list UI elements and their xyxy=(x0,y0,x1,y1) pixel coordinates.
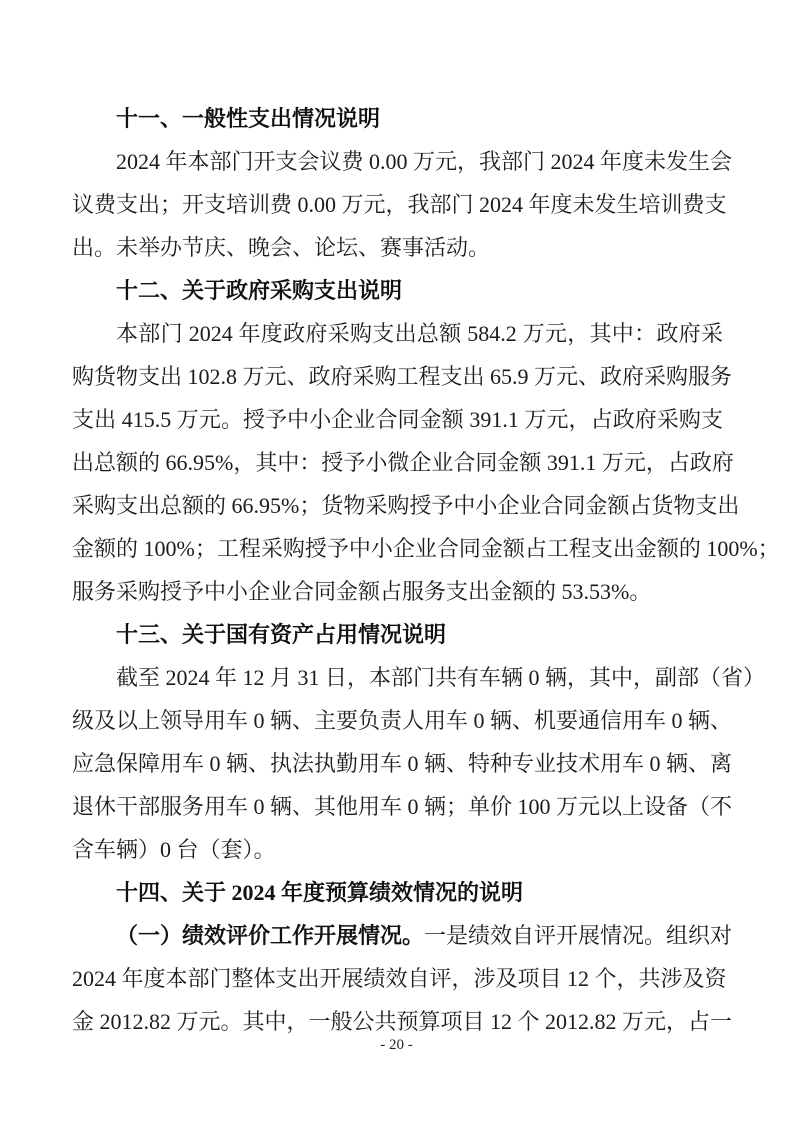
paragraph-line xyxy=(72,914,733,957)
page-number: - 20 - xyxy=(380,1037,413,1053)
section-government-procurement xyxy=(72,269,780,613)
paragraph-line: 金额的 100%；工程采购授予中小企业合同金额占工程支出金额的 100%； xyxy=(72,536,780,561)
paragraph-line: 服务采购授予中小企业合同金额占服务支出金额的 53.53%。 xyxy=(72,579,652,604)
paragraph-line: 支出 415.5 万元。授予中小企业合同金额 391.1 万元，占政府采购支 xyxy=(72,407,723,432)
section-budget-performance xyxy=(72,871,733,1043)
section-general-expenditure xyxy=(72,97,733,269)
paragraph-line: 出。未举办节庆、晚会、论坛、赛事活动。 xyxy=(72,235,491,260)
section-13-heading: 十三、关于国有资产占用情况说明 xyxy=(116,622,447,647)
paragraph-lead-bold: （一）绩效评价工作开展情况。 xyxy=(116,923,425,948)
paragraph-line: 出总额的 66.95%，其中：授予小微企业合同金额 391.1 万元，占政府 xyxy=(72,450,734,475)
paragraph-line: 级及以上领导用车 0 辆、主要负责人用车 0 辆、机要通信用车 0 辆、 xyxy=(72,708,733,733)
paragraph-lead-text: 一是绩效自评开展情况。组织对 xyxy=(424,923,733,948)
page-footer xyxy=(0,1034,793,1056)
paragraph-line: 议费支出；开支培训费 0.00 万元，我部门 2024 年度未发生培训费支 xyxy=(72,192,727,217)
document-content xyxy=(72,0,780,1043)
paragraph-line: 应急保障用车 0 辆、执法执勤用车 0 辆、特种专业技术用车 0 辆、离 xyxy=(72,751,733,776)
paragraph-line: 退休干部服务用车 0 辆、其他用车 0 辆；单价 100 万元以上设备（不 xyxy=(72,794,733,819)
section-11-heading: 十一、一般性支出情况说明 xyxy=(116,106,381,131)
paragraph-line: 本部门 2024 年度政府采购支出总额 584.2 万元，其中：政府采 xyxy=(116,321,723,346)
paragraph-line: 截至 2024 年 12 月 31 日，本部门共有车辆 0 辆，其中，副部（省） xyxy=(116,665,766,690)
section-12-heading: 十二、关于政府采购支出说明 xyxy=(116,278,403,303)
section-14-heading: 十四、关于 2024 年度预算绩效情况的说明 xyxy=(116,880,524,905)
paragraph-line: 购货物支出 102.8 万元、政府采购工程支出 65.9 万元、政府采购服务 xyxy=(72,364,733,389)
paragraph-line: 2024 年度本部门整体支出开展绩效自评，涉及项目 12 个，共涉及资 xyxy=(72,966,727,991)
paragraph-line: 含车辆）0 台（套）。 xyxy=(72,837,276,862)
paragraph-line: 采购支出总额的 66.95%；货物采购授予中小企业合同金额占货物支出 xyxy=(72,493,740,518)
paragraph-line: 2024 年本部门开支会议费 0.00 万元，我部门 2024 年度未发生会 xyxy=(116,149,733,174)
paragraph-line: 金 2012.82 万元。其中，一般公共预算项目 12 个 2012.82 万元，占一 xyxy=(72,1009,733,1034)
section-state-assets xyxy=(72,613,766,871)
